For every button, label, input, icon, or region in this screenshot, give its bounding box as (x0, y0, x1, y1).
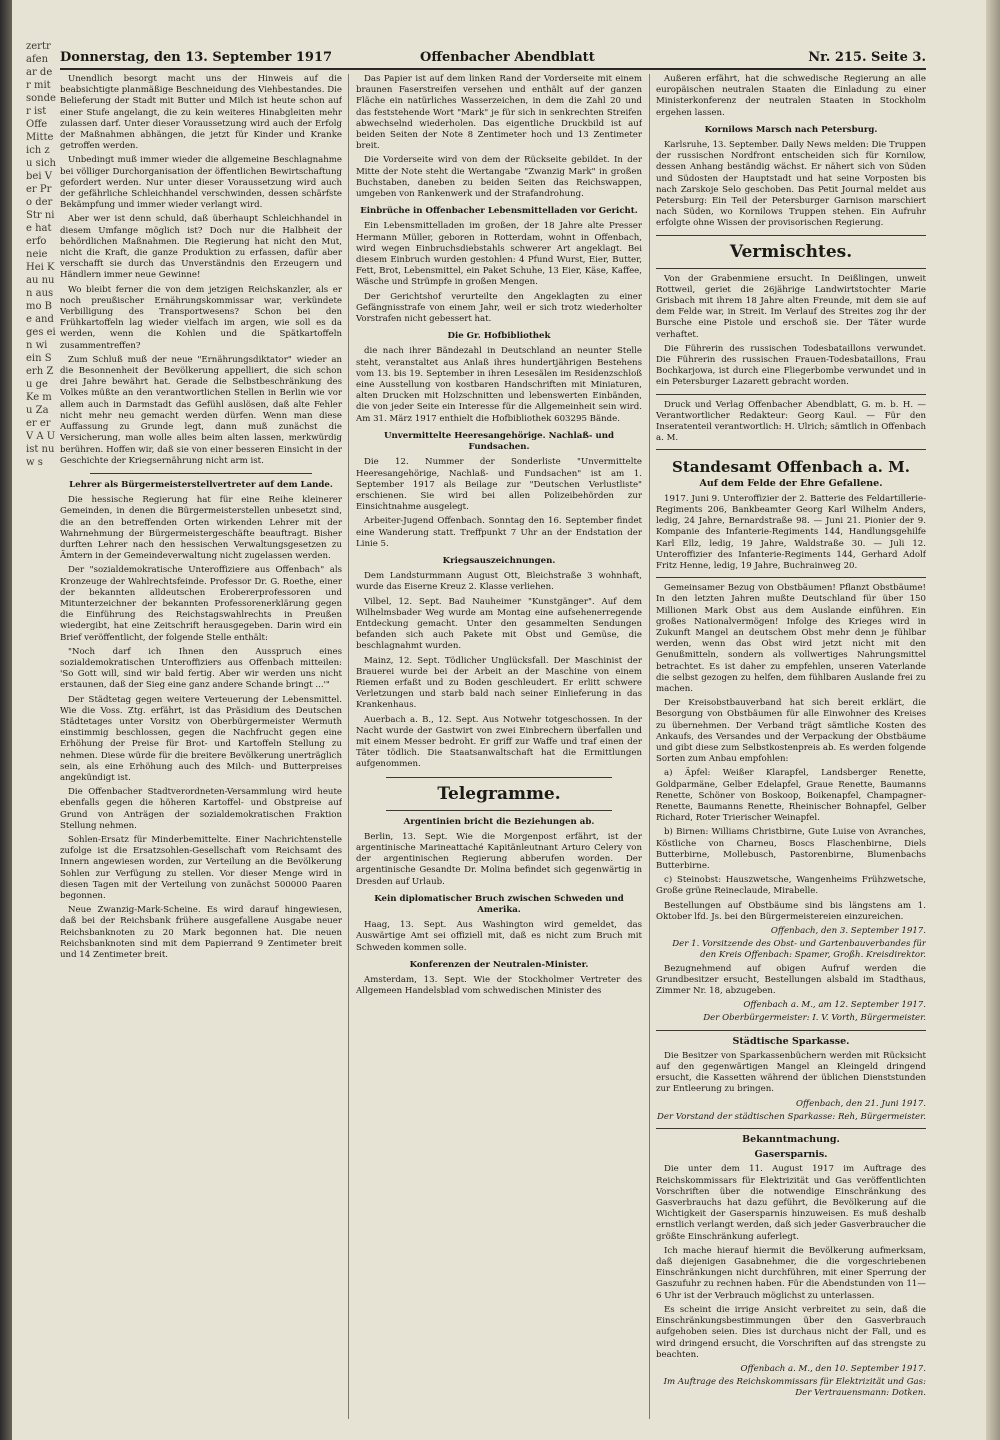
notice-paragraph: Ich mache hierauf hiermit die Bevölkerung aufmerksam, daß diejenigen Gasabnehmer, die die vorgeschriebenen Einschränkungen nicht durchführen, mit einer Sperrung der Gaszufuhr zu rechnen haben. Für die Abendstunden von 11—6 Uhr ist der Verbrauch möglichst zu unterlassen. (656, 1245, 926, 1301)
article-paragraph: Äußeren erfährt, hat die schwedische Regierung an alle europäischen neutralen Staaten die Einladung zu einer Ministerkonferenz der neutralen Staaten in Stockholm ergehen lassen. (656, 74, 926, 118)
notice-paragraph: Der Kreisobstbauverband hat sich bereit erklärt, die Besorgung von Obstbäumen für alle Einwohner des Kreises zu übernehmen. Der Verband trägt sämtliche Kosten des Ankaufs, des Versandes und der Verpackung der Obstbäume und gibt diese zum Selbstkostenpreis ab. Es werden folgende Sorten zum Anbau empfohlen: (656, 698, 926, 765)
divider (656, 268, 926, 269)
notice-signature: Der Oberbürgermeister: I. V. Vorth, Bürgermeister. (703, 1013, 926, 1024)
adjacent-page-text: zertrafen ar der mit sonder ist Offe Mitte ich zu sich bei Ver Pro der Str nie hat erfo neie Hei Kau nun aus mo Be and ges ein wi ein S erh Zu ge Ke mu Za er er V A U ist nu w s (26, 41, 56, 468)
article-paragraph: Zum Schluß muß der neue "Ernährungsdiktator" wieder an die Besonnenheit der Bevölkerung appelliert, die sich schon drei Jahre bewährt hat. Gerade die Selbstbeschränkung des Volkes müßte an den verantwortlichen Stellen in Berlin wie vor allem auch in Darmstadt das Gefühl auslösen, daß alte Fehler nicht mehr neu gemacht werden dürfen. Wenn man diese Auffassung zu Grunde legt, dann muß zunächst die Versicherung, man wolle alles beim alten lassen, merkwürdig berühren. Hoffen wir, daß sie von einer besseren Einsicht in der Geschichte der Kriegsernährung nicht arm ist. (60, 354, 342, 466)
column-2 (356, 74, 642, 1419)
notice-signature: Im Auftrage des Reichskommissars für Elektrizität und Gas: Der Vertrauensmann: Dotken. (663, 1377, 926, 1399)
article-paragraph: Sohlen-Ersatz für Minderbemittelte. Einer Nachrichtenstelle zufolge ist die Ersatzsohlen-Gesellschaft vom Reichsamt des Innern angewiesen worden, zur Verteilung an die Bevölkerung Sohlen zur Verfügung zu stellen. Vor dieser Menge wird in diesen Tagen mit der Verteilung von zunächst 500000 Paaren begonnen. (60, 835, 342, 902)
article-headline: Einbrüche in Offenbacher Lebensmittelladen vor Gericht. (360, 206, 638, 217)
telegram-paragraph: Haag, 13. Sept. Aus Washington wird gemeldet, das Auswärtige Amt sei offiziell mit, daß es nicht zum Bruch mit Schweden kommen solle. (356, 920, 642, 953)
article-paragraph: Von der Grabenmiene ersucht. In Deißlingen, unweit Rottweil, geriet die 26jährige Landwirtstochter Marie Grisbach mit ihrem 18 Jahre alten Freunde, mit dem sie auf dem Felde war, in Streit. Im Verlauf des Streites zog ihr der Bursche eine Pistole und erschoß sie. Der Täter wurde verhaftet. (656, 273, 926, 340)
telegram-headline: Konferenzen der Neutralen-Minister. (409, 959, 589, 970)
column-rule (649, 74, 650, 1419)
notice-paragraph: Bezugnehmend auf obigen Aufruf werden die Grundbesitzer ersucht, Bestellungen alsbald im Stadthaus, Zimmer Nr. 18, abzugeben. (656, 963, 926, 997)
article-paragraph: Unendlich besorgt macht uns der Hinweis auf die beabsichtigte planmäßige Beschneidung des Viehbestandes. Die Belieferung der Stadt mit Butter und Milch ist heute schon auf einer Stufe angelangt, die zu kein weiteres Hinabgleiten mehr zulassen darf. Unter dieser Voraussetzung wird auch der Erfolg der Maßnahmen abhängen, die jetzt für Kinder und Kranke getroffen werden. (60, 74, 342, 152)
notice-subheadline: Gasersparnis. (754, 1149, 828, 1161)
divider (656, 1030, 926, 1031)
telegram-headline: Argentinien bricht die Beziehungen ab. (403, 816, 595, 827)
article-headline: Lehrer als Bürgermeisterstellvertreter auf dem Lande. (69, 479, 333, 490)
article-paragraph: Neue Zwanzig-Mark-Scheine. Es wird darauf hingewiesen, daß bei der Reichsbank frühere ausgefallene Ausgabe neuer Reichsbanknoten zu 20 Mark begonnen hat. Die neuen Reichsbanknoten sind mit dem Papierrand 9 Zentimeter breit und 14 Zentimeter breit. (60, 905, 342, 961)
divider (656, 235, 926, 236)
notice-signature: Der Vorstand der städtischen Sparkasse: Reh, Bürgermeister. (656, 1111, 926, 1122)
notice-headline-sparkasse: Städtische Sparkasse. (732, 1035, 850, 1047)
fruit-list-stonefruit: c) Steinobst: Hauszwetsche, Wangenheims Frühzwetsche, Große grüne Reineclaude, Mirabelle. (656, 875, 926, 897)
divider (656, 449, 926, 450)
divider (656, 1128, 926, 1129)
article-paragraph: Ein Lebensmittelladen im großen, der 18 Jahre alte Presser Hermann Müller, geboren in Rotterdam, wohnt in Offenbach, wird wegen Einbruchsdiebstahls schwerer Art angeklagt. Bei diesem Einbruch wurden gestohlen: 4 Pfund Wurst, Eier, Butter, Fett, Brot, Lebensmittel, ein Paket Schuhe, 13 Eier, Käse, Kaffee, Wäsche und Strümpfe in großen Mengen. (356, 221, 642, 288)
article-headline: Kriegsauszeichnungen. (442, 555, 556, 566)
article-paragraph: Die Offenbacher Stadtverordneten-Versammlung wird heute ebenfalls gegen die höheren Kartoffel- und Obstpreise auf Grund von Anträgen der sozialdemokratischen Fraktion Stellung nehmen. (60, 787, 342, 831)
notice-date: Offenbach a. M., den 10. September 1917. (740, 1363, 926, 1374)
article-paragraph: Arbeiter-Jugend Offenbach. Sonntag den 16. September findet eine Wanderung statt. Treffpunkt 7 Uhr an der Endstation der Linie 5. (356, 516, 642, 549)
masthead-title: Offenbacher Abendblatt (420, 50, 595, 65)
telegram-paragraph: Amsterdam, 13. Sept. Wie der Stockholmer Vertreter des Allgemeen Handelsblad vom schwedischen Minister des (356, 975, 642, 997)
telegram-paragraph: Berlin, 13. Sept. Wie die Morgenpost erfährt, ist der argentinische Marineattaché Kapitänleutnant Arturo Celery von der argentinischen Regierung abberufen worden. Der argentinische Gesandte Dr. Molina befindet sich gegenwärtig in Dresden auf Urlaub. (356, 831, 642, 887)
page-edge (986, 0, 1000, 1440)
fruit-list-pears: b) Birnen: Williams Christbirne, Gute Luise von Avranches, Köstliche von Charneu, Boscs Flaschenbirne, Diels Butterbirne, Mollebusch, Pastorenbirne, Blumenbachs Butterbirne. (656, 827, 926, 871)
divider (656, 577, 926, 578)
divider (386, 810, 612, 811)
notice-paragraph: Die unter dem 11. August 1917 im Auftrage des Reichskommissars für Elektrizität und Gas veröffentlichten Vorschriften über die notwendige Einschränkung des Gasverbrauchs hat dazu geführt, die Bevölkerung auf die Wichtigkeit der Gasersparnis hinzuweisen. Es muß deshalb ernstlich verlangt werden, daß sich jeder Gasverbraucher die größte Einschränkung auferlegt. (656, 1164, 926, 1242)
article-paragraph: Die 12. Nummer der Sonderliste "Unvermittelte Heeresangehörige, Nachlaß- und Fundsachen" ist am 1. September 1917 als Beilage zur "Deutschen Verlustliste" erschienen. Sie wird bei allen Polizeibehörden zur Einsichtnahme ausgelegt. (356, 457, 642, 513)
divider (90, 473, 312, 474)
masthead (60, 48, 926, 70)
telegram-headline: Kein diplomatischer Bruch zwischen Schweden und Amerika. (374, 893, 624, 915)
article-headline: Unvermittelte Heeresangehörige. Nachlaß- und Fundsachen. (384, 430, 614, 453)
article-paragraph: 1917. Juni 9. Unteroffizier der 2. Batterie des Feldartillerie-Regiments 206, Bankbeamter Georg Karl Wilhelm Anders, ledig, 24 Jahre, Bernardstraße 98. — Juni 21. Pionier der 9. Kompanie des Infanterie-Regiments 144, Handlungsgehilfe Karl Ellz, ledig, 19 Jahre, Waldstraße 30. — Juli 12. Unteroffizier des Infanterie-Regiments 144, Gerhard Adolf Fritz Henne, ledig, 19 Jahre, Buchrainweg 20. (656, 493, 926, 571)
divider (656, 394, 926, 395)
notice-paragraph: Gemeinsamer Bezug von Obstbäumen! Pflanzt Obstbäume! In den letzten Jahren mußte Deutschland für über 150 Millionen Mark Obst aus dem Auslande einführen. Ein großes Nationalvermögen! Infolge des Krieges wird in Zukunft Mangel an deutschem Obst mehr denn je fühlbar werden, wenn das Obst wird jetzt nicht mit den Genußmitteln, sondern als vollwertiges Nahrungsmittel betrachtet. Es ist daher zu empfehlen, unseren Vaterlande die selbst gezogen zu helfen, dem fühlbaren Auslande frei zu machen. (656, 583, 926, 694)
article-paragraph: Die Führerin des russischen Todesbataillons verwundet. Die Führerin des russischen Frauen-Todesbataillons, Frau Bochkarjowa, ist durch eine Fliegerbombe verwundet und in ein Petersburger Lazarett gebracht worden. (656, 343, 926, 388)
column-1 (60, 74, 342, 1419)
notice-date: Offenbach, den 3. September 1917. (770, 926, 926, 936)
article-paragraph: Der Städtetag gegen weitere Verteuerung der Lebensmittel. Wie die Voss. Ztg. erfährt, ist das Präsidium des Deutschen Städtetages unter Vorsitz von Oberbürgermeister Wermuth einstimmig beschlossen, gegen die Nachfrucht gegen eine Erhöhung der Preise für Brot- und Kartoffeln Stellung zu nehmen. Diese würde für die breitere Bevölkerung unerträglich sein, als eine Erhöhung auch des Milch- und Butterpreises angekündigt ist. (60, 694, 342, 783)
notice-date: Offenbach a. M., am 12. September 1917. (743, 1000, 926, 1011)
article-paragraph: Die hessische Regierung hat für eine Reihe kleinerer Gemeinden, in denen die Bürgermeisterstellen unbesetzt sind, die an den betreffenden Orten wirkenden Lehrer mit der Wahrnehmung der Bürgermeistergeschäfte beauftragt. Bisher durften Lehrer nach den hessischen Verwaltungsgesetzen zu Ämtern in der Gemeindeverwaltung nicht zugelassen werden. (60, 495, 342, 562)
article-quote: "Noch darf ich Ihnen den Ausspruch eines sozialdemokratischen Unteroffiziers aus Offenbach mitteilen: 'So Gott will, sind wir bald fertig. Aber wir werden uns nicht erstaunen, daß der Sieg eine ganz andere Schande bringt ...'" (60, 646, 342, 691)
section-subtitle: Auf dem Felde der Ehre Gefallene. (699, 478, 883, 490)
notice-paragraph: Bestellungen auf Obstbäume sind bis längstens am 1. Oktober lfd. Js. bei den Bürgermeistereien einzureichen. (656, 900, 926, 922)
masthead-date: Donnerstag, den 13. September 1917 (60, 50, 333, 65)
article-headline: Kornilows Marsch nach Petersburg. (704, 124, 878, 135)
article-paragraph: Auerbach a. B., 12. Sept. Aus Notwehr totgeschossen. In der Nacht wurde der Gastwirt von zwei Einbrechern überfallen und mit einem Messer bedroht. Er griff zur Waffe und traf einen der Täter tödlich. Die Staatsanwaltschaft hat die Ermittlungen aufgenommen. (356, 714, 642, 770)
article-paragraph: die nach ihrer Bändezahl in Deutschland an neunter Stelle steht, veranstaltet aus Anlaß ihres hundertjährigen Bestehens vom 13. bis 19. September in ihren Lesesälen im Residenzschloß eine Ausstellung von kostbaren Handschriften mit Miniaturen, alten Drucken mit Holzschnitten und lebenswerten Einbänden, die von jeder Seite ein Interesse für die Allgemeinheit sein wird. Am 31. März 1917 enthielt die Hofbibliothek 603295 Bände. (356, 346, 642, 424)
column-3 (656, 74, 926, 1419)
article-paragraph: Wo bleibt ferner die von dem jetzigen Reichskanzler, als er noch preußischer Ernährungskommissar war, verkündete Verbilligung des Transportwesens? Schon bei den Frühkartoffeln lag wieder vielfach im argen, wie soll es da werden, wenn die Kohlen und die Spätkartoffeln zusammentreffen? (60, 284, 342, 351)
section-title-standesamt: Standesamt Offenbach a. M. (672, 458, 910, 477)
notice-date: Offenbach, den 21. Juni 1917. (795, 1098, 926, 1109)
article-headline: Die Gr. Hofbibliothek (447, 331, 551, 342)
divider (386, 777, 612, 778)
notice-paragraph: Es scheint die irrige Ansicht verbreitet zu sein, daß die Einschränkungsbestimmungen über den Gasverbrauch aufgehoben seien. Dies ist durchaus nicht der Fall, und es wird dringend ersucht, die Vorschriften auf das strengste zu beachten. (656, 1304, 926, 1360)
section-title-telegrams: Telegramme. (437, 783, 561, 804)
section-title-vermischtes: Vermischtes. (729, 241, 853, 262)
article-paragraph: Aber wer ist denn schuld, daß überhaupt Schleichhandel in diesem Umfange möglich ist? Doch nur die Halbheit der behördlichen Maßnahmen. Die Regierung hat nicht den Mut, nicht die Kraft, die ganze Produktion zu erfassen, dafür aber verschafft sie durch das Unverständnis den Erzeugern und Händlern immer neue Gewinne! (60, 214, 342, 281)
masthead-page-number: Nr. 215. Seite 3. (808, 50, 926, 65)
fruit-list-apples: a) Äpfel: Weißer Klarapfel, Landsberger Renette, Goldparmäne, Gelber Edelapfel, Graue Renette, Baumanns Renette, Schöner von Boskoop, Boikenapfel, Champagner-Renette, Baumanns Renette, Rheinischer Bohnapfel, Gelber Richard, Roter Trierischer Weinapfel. (656, 768, 926, 824)
column-rule (348, 74, 349, 1419)
article-paragraph: Vilbel, 12. Sept. Bad Nauheimer "Kunstgänger". Auf dem Wilhelmsbader Weg wurde am Montag eine aufsehenerregende Entdeckung gemacht. Unter den gesammelten Sendungen befanden sich auch Pakete mit Obst und Gemüse, die beschlagnahmt wurden. (356, 596, 642, 652)
article-paragraph: Die Vorderseite wird von dem der Rückseite gebildet. In der Mitte der Note steht die Wertangabe "Zwanzig Mark" in großen Buchstaben, daneben zu beiden Seiten das Reichswappen, umgeben von Rankenwerk und der Strafandrohung. (356, 155, 642, 200)
article-paragraph: Der Gerichtshof verurteilte den Angeklagten zu einer Gefängnisstrafe von einem Jahr, weil er sich trotz wiederholter Vorstrafen nicht gebessert hat. (356, 291, 642, 325)
article-paragraph: Dem Landsturmmann August Ott, Bleichstraße 3 wohnhaft, wurde das Eiserne Kreuz 2. Klasse verliehen. (356, 571, 642, 593)
notice-signature: Der 1. Vorsitzende des Obst- und Gartenbauverbandes für den Kreis Offenbach: Spamer, Großh. Kreisdirektor. (672, 939, 926, 961)
article-paragraph: Karlsruhe, 13. September. Daily News melden: Die Truppen der russischen Nordfront entscheiden sich für Kornilow, dessen Anhang beständig wächst. Er nähert sich von Süden und Südosten der Hauptstadt und hat seine Vorposten bis nach Zarskoje Selo geschoben. Das Petit Journal meldet aus Petersburg: Ein Teil der Petersburger Garnison marschiert nach Süden, wo Kornilows Truppen stehen. Ein Aufruhr erfolgte ohne Wissen der provisorischen Regierung. (656, 140, 926, 229)
article-paragraph: Das Papier ist auf dem linken Rand der Vorderseite mit einem braunen Faserstreifen versehen und enthält auf der ganzen Fläche ein natürliches Wasserzeichen, in dem die Zahl 20 und das feststehende Wort "Mark" je für sich in senkrechten Streifen abwechselnd wiederholen. Das eigentliche Druckbild ist auf beiden Seiten der Note 8 Zentimeter hoch und 13 Zentimeter breit. (356, 74, 642, 152)
notice-headline-bekanntmachung: Bekanntmachung. (742, 1134, 840, 1146)
imprint: Druck und Verlag Offenbacher Abendblatt, G. m. b. H. — Verantwortlicher Redakteur: Georg Kaul. — Für den Inseratenteil verantwortlich: H. Ulrich; sämtlich in Offenbach a. M. (656, 399, 926, 444)
notice-paragraph: Die Besitzer von Sparkassenbüchern werden mit Rücksicht auf den gegenwärtigen Mangel an Kleingeld dringend ersucht, die Kassetten während der üblichen Dienststunden zur Entleerung zu bringen. (656, 1050, 926, 1095)
article-paragraph: Der "sozialdemokratische Unteroffiziere aus Offenbach" als Kronzeuge der Wahlrechtsfeinde. Professor Dr. G. Roethe, einer der bekannten alldeutschen Erobererprofessoren und Mitunterzeichner der bekannten Professorenerklärung gegen die Einführung des Reichstagswahlrechts in Preußen wiedergibt, hat eine Zeitschrift herausgegeben. Darin wird ein Brief veröffentlicht, der folgende Stelle enthält: (60, 565, 342, 643)
article-paragraph: Mainz, 12. Sept. Tödlicher Unglücksfall. Der Maschinist der Brauerei wurde bei der Arbeit an der Maschine von einem Riemen erfaßt und zu Boden geschleudert. Er erlitt schwere Verletzungen und starb bald nach seiner Einlieferung in das Krankenhaus. (356, 655, 642, 711)
article-paragraph: Unbedingt muß immer wieder die allgemeine Beschlagnahme bei völliger Durchorganisation der öffentlichen Bewirtschaftung gefordert werden. Nur unter dieser Voraussetzung wird auch der gefährliche Schleichhandel verschwinden, dessen schärfste Bekämpfung und immer wieder verlangt wird. (60, 155, 342, 211)
